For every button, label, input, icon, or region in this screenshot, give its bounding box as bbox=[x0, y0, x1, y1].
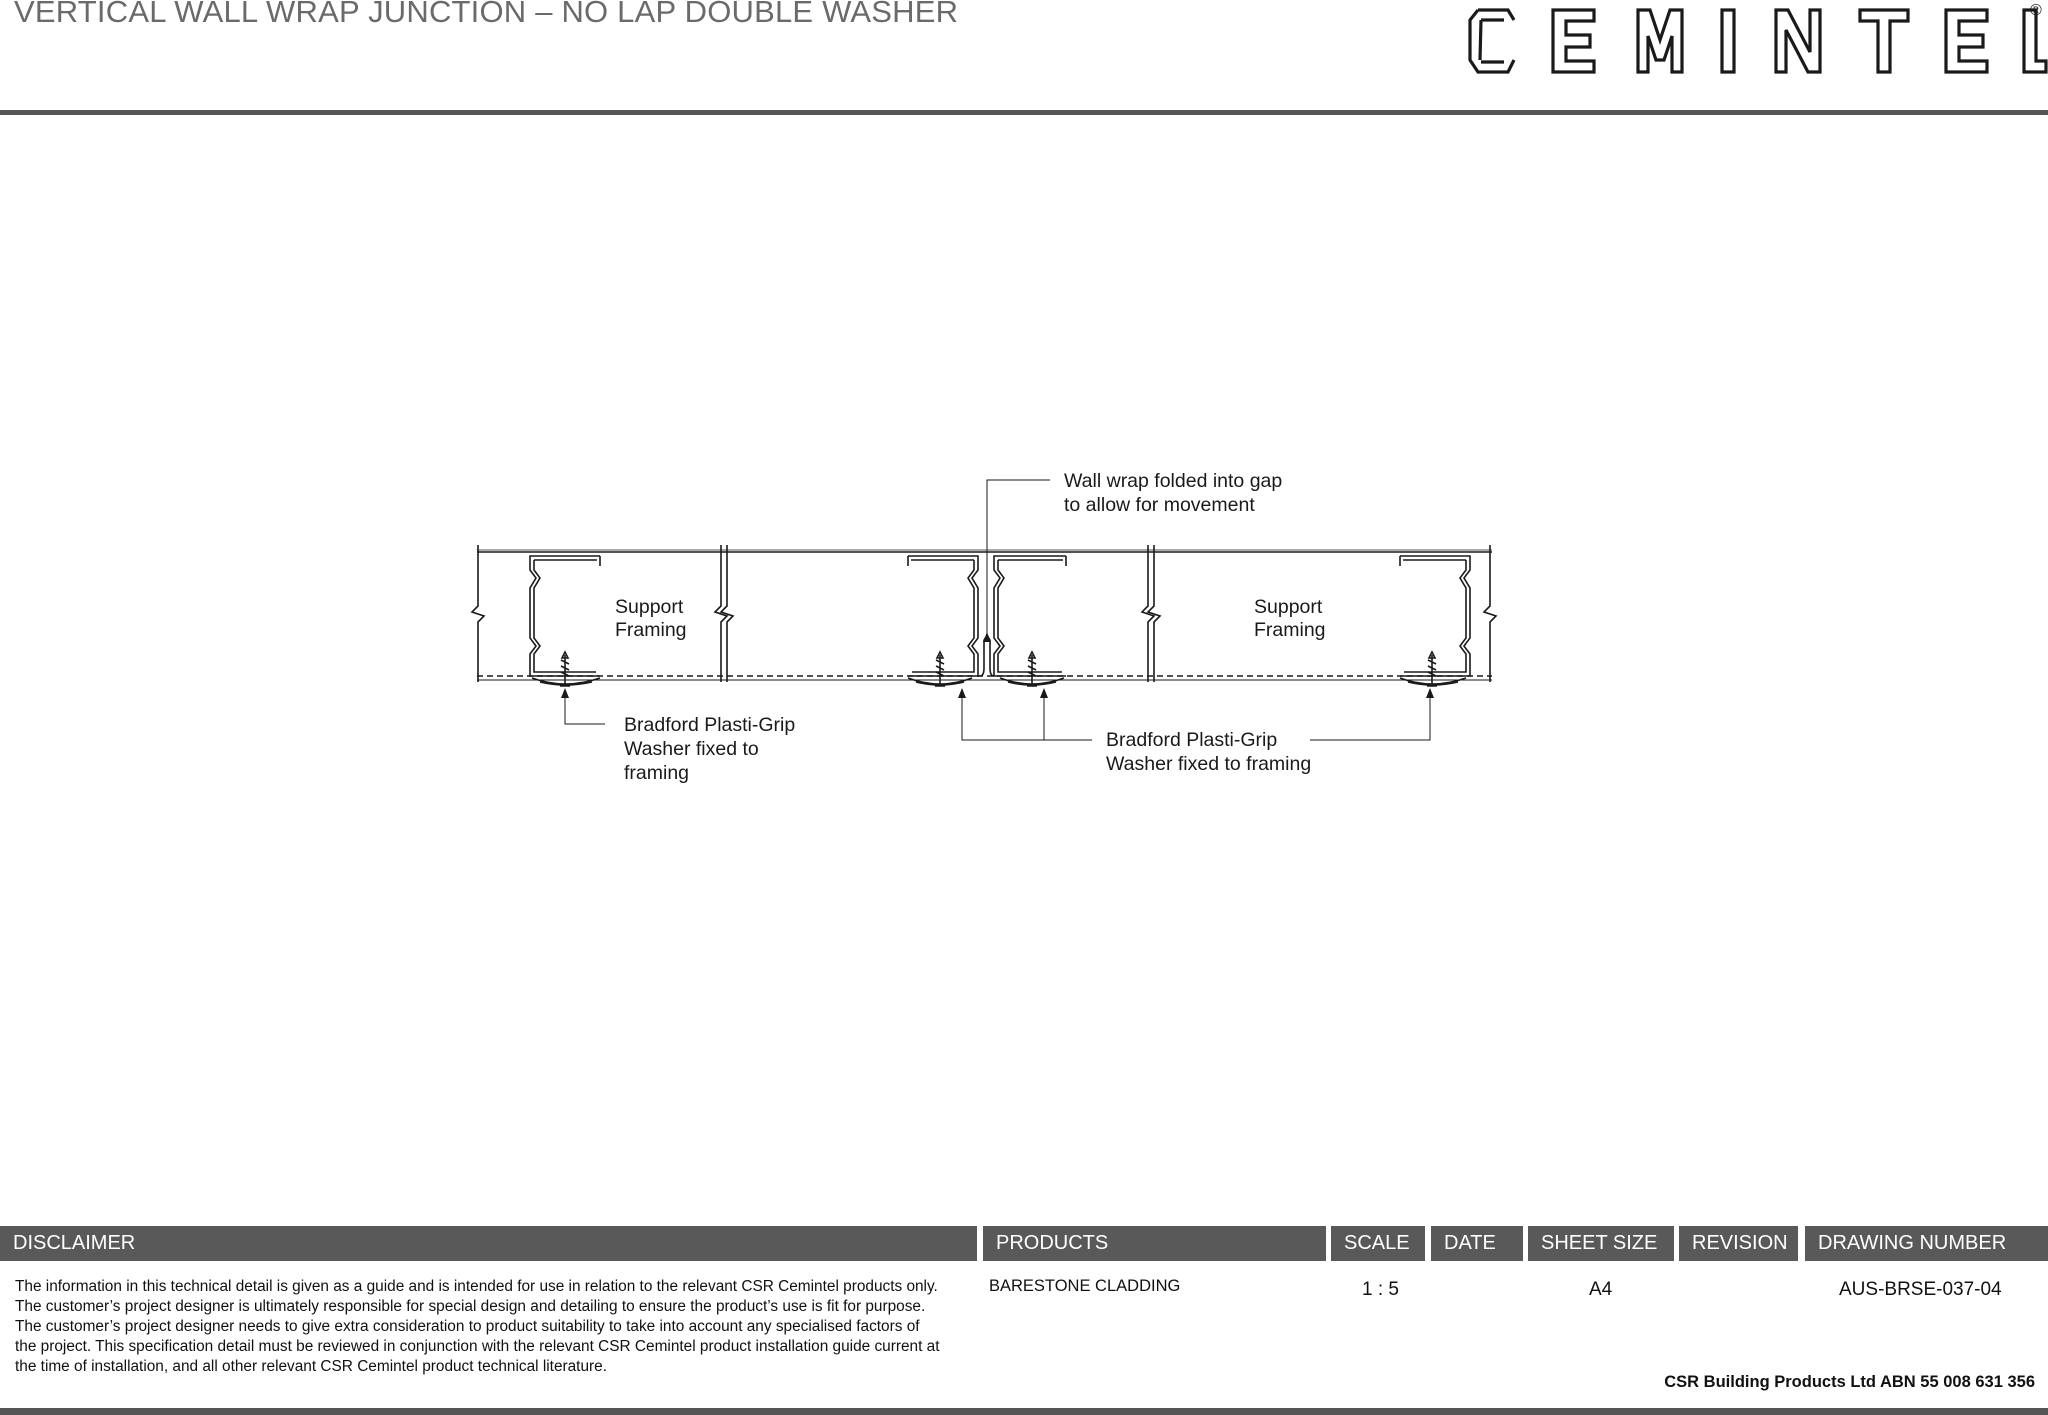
footer-rule bbox=[0, 1408, 2048, 1415]
products-value: BARESTONE CLADDING bbox=[989, 1277, 1181, 1295]
drawing-number-header: DRAWING NUMBER bbox=[1805, 1226, 2048, 1261]
products-header: PRODUCTS bbox=[983, 1226, 1326, 1261]
disclaimer-header: DISCLAIMER bbox=[0, 1226, 977, 1261]
label-washer-right-1: Bradford Plasti-Grip bbox=[1106, 729, 1278, 751]
label-support-left-2: Framing bbox=[615, 619, 687, 641]
label-support-right-1: Support bbox=[1254, 596, 1323, 618]
wall-wrap-fold bbox=[978, 640, 994, 676]
label-support-left-1: Support bbox=[615, 596, 684, 618]
scale-header: SCALE bbox=[1331, 1226, 1425, 1261]
sheet-size-header: SHEET SIZE bbox=[1528, 1226, 1674, 1261]
label-washer-left-2: Washer fixed to bbox=[624, 738, 759, 760]
scale-value: 1 : 5 bbox=[1362, 1279, 1399, 1300]
drawing-number-value: AUS-BRSE-037-04 bbox=[1839, 1279, 2002, 1300]
company-abn: CSR Building Products Ltd ABN 55 008 631 356 bbox=[1664, 1373, 2035, 1391]
sheet-size-value: A4 bbox=[1589, 1279, 1613, 1300]
label-washer-right-2: Washer fixed to framing bbox=[1106, 753, 1312, 775]
disclaimer-text: The information in this technical detail is given as a guide and is intended for use in relation to the relevant CSR Cemintel products only. The customer’s project designer is ultimately responsible for special design and detailing to ensure the product’s use is fit for purpose. The customer’s project designer needs to give extra consideration to product suitability to take into account any specialised factors of the project. This specification detail must be reviewed in conjunction with the relevant CSR Cemintel product installation guide current at the time of installation, and all other relevant CSR Cemintel product technical literature. bbox=[15, 1278, 940, 1375]
label-support-right-2: Framing bbox=[1254, 619, 1326, 641]
page-title: VERTICAL WALL WRAP JUNCTION – NO LAP DOUBLE WASHER bbox=[14, 0, 959, 29]
revision-header: REVISION bbox=[1679, 1226, 1798, 1261]
washers bbox=[532, 678, 1466, 685]
label-wrap-note-2: to allow for movement bbox=[1064, 494, 1255, 516]
label-wrap-note-1: Wall wrap folded into gap bbox=[1064, 470, 1283, 492]
label-washer-left-1: Bradford Plasti-Grip bbox=[624, 714, 796, 736]
date-header: DATE bbox=[1431, 1226, 1523, 1261]
registered-mark: ® bbox=[2030, 2, 2042, 19]
label-washer-left-3: framing bbox=[624, 762, 690, 784]
